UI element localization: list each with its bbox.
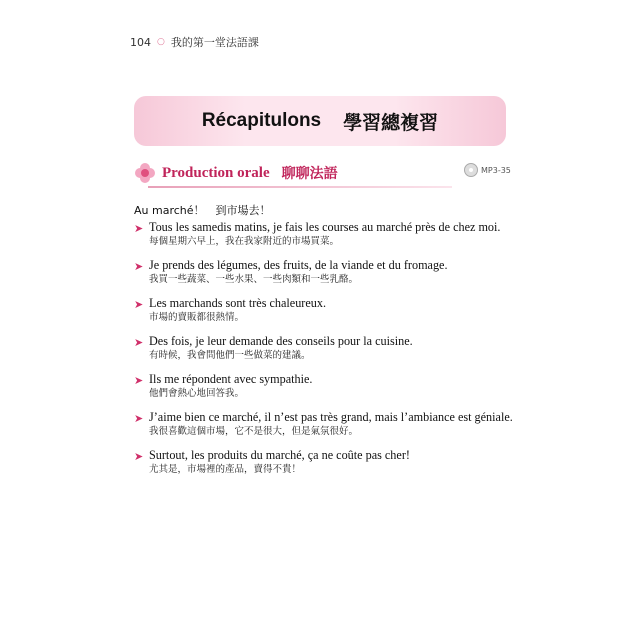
arrow-bullet-icon: ➤ <box>134 260 144 273</box>
banner-title-zh: 學習總複習 <box>343 111 439 134</box>
list-item <box>134 410 513 439</box>
header-separator: ○ <box>157 37 165 47</box>
section-heading <box>134 157 506 189</box>
arrow-bullet-icon: ➤ <box>134 336 144 349</box>
recap-banner <box>134 96 506 146</box>
arrow-bullet-icon: ➤ <box>134 374 144 387</box>
sentence-fr: Tous les samedis matins, je fais les courses au marché près de chez moi. <box>149 220 501 234</box>
arrow-bullet-icon: ➤ <box>134 450 144 463</box>
arrow-bullet-icon: ➤ <box>134 412 144 425</box>
sentence-zh: 我買一些蔬菜、一些水果、一些肉類和一些乳酪。 <box>149 274 359 285</box>
sentence-fr: J’aime bien ce marché, il n’est pas très grand, mais l’ambiance est géniale. <box>149 410 513 424</box>
sentence-zh: 每個星期六早上，我在我家附近的市場買菜。 <box>149 236 340 247</box>
cd-icon <box>464 163 478 177</box>
sentence-zh: 他們會熱心地回答我。 <box>149 388 245 399</box>
page-number: 104 <box>130 35 151 49</box>
sentence-fr: Je prends des légumes, des fruits, de la viande et du fromage. <box>149 258 448 272</box>
flower-icon <box>134 162 156 184</box>
section-title-fr: Production orale <box>162 164 270 181</box>
dialogue-list <box>134 220 513 486</box>
list-item <box>134 448 506 477</box>
list-item <box>134 258 506 287</box>
section-title-zh: 聊聊法語 <box>281 166 338 182</box>
section-divider <box>148 186 452 188</box>
sentence-fr: Des fois, je leur demande des conseils pour la cuisine. <box>149 334 413 348</box>
sentence-zh: 有時候，我會問他們一些做菜的建議。 <box>149 350 311 361</box>
list-item <box>134 334 506 363</box>
list-item <box>134 220 506 249</box>
sentence-zh: 市場的賣販都很熱情。 <box>149 312 245 323</box>
audio-track-label: MP3-35 <box>481 165 511 175</box>
sentence-fr: Surtout, les produits du marché, ça ne coûte pas cher! <box>149 448 410 462</box>
sentence-zh: 尤其是，市場裡的產品，賣得不貴！ <box>149 464 302 475</box>
page-header <box>130 34 259 50</box>
sentence-fr: Ils me répondent avec sympathie. <box>149 372 313 386</box>
sentence-fr: Les marchands sont très chaleureux. <box>149 296 326 310</box>
list-item <box>134 372 506 401</box>
book-title: 我的第一堂法語課 <box>170 36 259 49</box>
sentence-zh: 我很喜歡這個市場，它不是很大，但是氣氛很好。 <box>149 426 359 437</box>
list-item <box>134 296 506 325</box>
banner-title-fr: Récapitulons <box>201 110 322 131</box>
lesson-subtitle: Au marché！ 到市場去！ <box>134 204 271 217</box>
audio-track[interactable] <box>464 163 511 177</box>
arrow-bullet-icon: ➤ <box>134 298 144 311</box>
arrow-bullet-icon: ➤ <box>134 222 144 235</box>
